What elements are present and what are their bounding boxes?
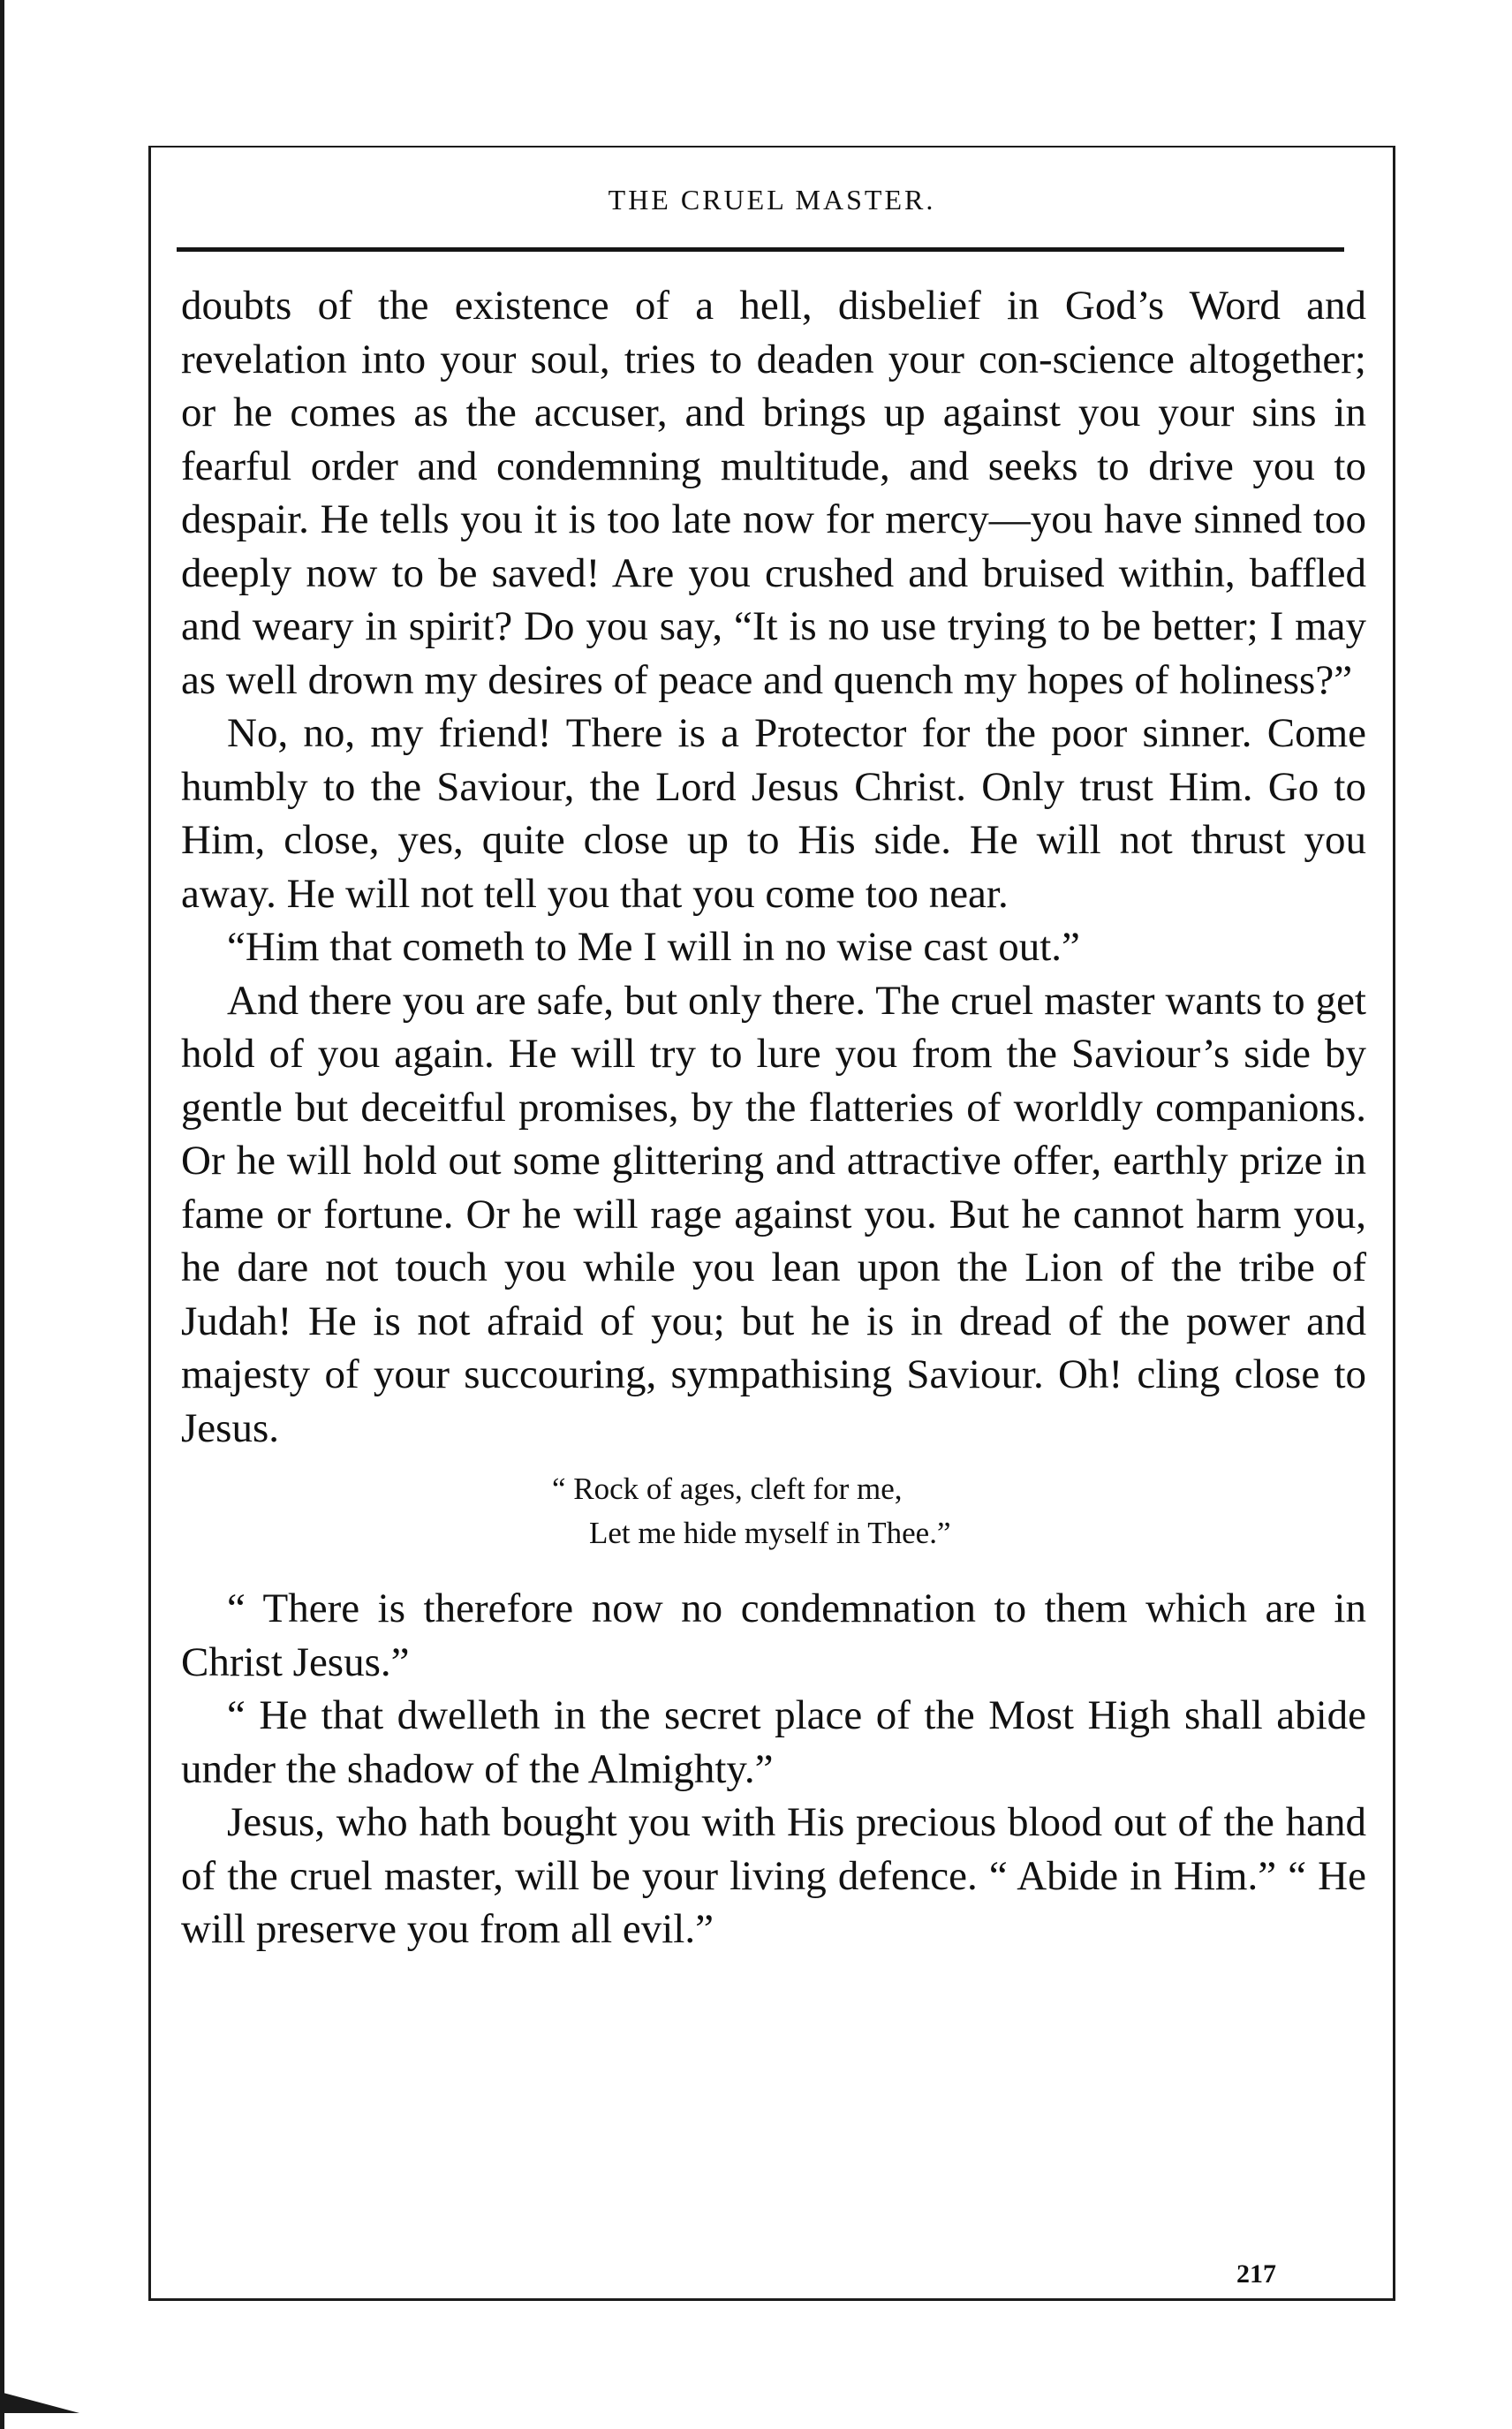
running-head: THE CRUEL MASTER. <box>608 184 936 216</box>
book-spine-edge <box>0 0 4 2429</box>
paragraph-protector: No, no, my friend! There is a Protector for the poor sinner. Come humbly to the Saviour, the Lord Jesus Christ. Only trust Him. Go to Him, close, yes, quite close up to His side. He will not thrust you away. He will not tell you that you come too near. <box>181 710 1366 917</box>
header-rule <box>177 247 1344 252</box>
paragraph-no-condemnation: “ There is therefore now no condemnation to them which are in Christ Jesus.” <box>181 1585 1366 1685</box>
hymn-verse <box>552 1467 1366 1555</box>
paragraph-continuation: doubts of the existence of a hell, disbelief in God’s Word and revelation into your soul, tries to deaden your con-science altogether; or he comes as the accuser, and brings up against you your sins in fearful order and condemning multitude, and seeks to drive you to despair. He tells you it is too late now for mercy—you have sinned too deeply now to be saved! Are you crushed and bruised within, baffled and weary in spirit? Do you say, “It is no use trying to be better; I may as well drown my desires of peace and quench my hopes of holiness?” <box>181 283 1366 703</box>
book-spine-foot <box>0 2392 79 2413</box>
verse-line: Let me hide myself in Thee.” <box>589 1516 951 1550</box>
verse-line: “ Rock of ages, cleft for me, <box>552 1472 903 1506</box>
paragraph-scripture-quote: “Him that cometh to Me I will in no wise cast out.” <box>227 924 1080 970</box>
paragraph-living-defence: Jesus, who hath bought you with His precious blood out of the hand of the cruel master, will be your living defence. “ Abide in Him.” “ He will preserve you from all evil.” <box>181 1799 1366 1952</box>
page-number: 217 <box>1236 2259 1276 2289</box>
paragraph-cruel-master: And there you are safe, but only there. The cruel master wants to get hold of you again. He will try to lure you from the Saviour’s side by gentle but deceitful promises, by the flatteries of worldly companions. Or he will hold out some glittering and attractive offer, earthly prize in fame or fortune. Or he will rage against you. But he cannot harm you, he dare not touch you while you lean upon the Lion of the tribe of Judah! He is not afraid of you; but he is in dread of the power and majesty of your succouring, sympathising Saviour. Oh! cling close to Jesus. <box>181 977 1366 1451</box>
body-text <box>181 279 1366 1956</box>
paragraph-secret-place: “ He that dwelleth in the secret place of the Most High shall abide under the shadow of the Almighty.” <box>181 1692 1366 1792</box>
